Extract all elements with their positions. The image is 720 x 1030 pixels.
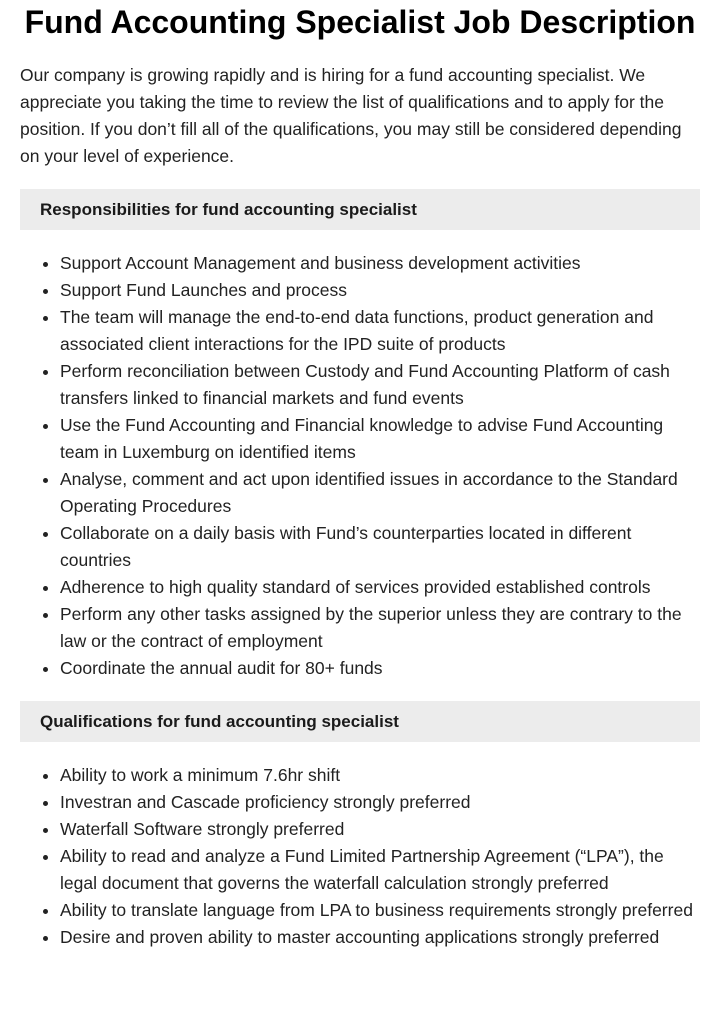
list-item: • Analyse, comment and act upon identified issues in accordance to the Standard Operating Procedures	[60, 466, 700, 520]
list-item: • Ability to translate language from LPA to business requirements strongly preferred	[60, 897, 700, 924]
list-item: • Support Account Management and business development activities	[60, 250, 700, 277]
list-item: • Ability to work a minimum 7.6hr shift	[60, 762, 700, 789]
list-item: • Adherence to high quality standard of services provided established controls	[60, 574, 700, 601]
list-item: • The team will manage the end-to-end data functions, product generation and associated client interactions for the IPD suite of products	[60, 304, 700, 358]
intro-paragraph: Our company is growing rapidly and is hiring for a fund accounting specialist. We appreciate you taking the time to review the list of qualifications and to apply for the position. If you don’t fill all of the qualifications, you may still be considered depending on your level of experience.	[20, 65, 682, 166]
list-item: • Perform reconciliation between Custody and Fund Accounting Platform of cash transfers linked to financial markets and fund events	[60, 358, 700, 412]
list-item: • Collaborate on a daily basis with Fund’s counterparties located in different countries	[60, 520, 700, 574]
list-item: • Support Fund Launches and process	[60, 277, 700, 304]
list-item: • Use the Fund Accounting and Financial knowledge to advise Fund Accounting team in Luxemburg on identified items	[60, 412, 700, 466]
list-item: • Waterfall Software strongly preferred	[60, 816, 700, 843]
qualifications-list	[20, 762, 700, 951]
responsibilities-heading: Responsibilities for fund accounting specialist	[20, 189, 700, 230]
qualifications-heading: Qualifications for fund accounting specialist	[20, 701, 700, 742]
list-item: • Coordinate the annual audit for 80+ funds	[60, 655, 700, 682]
list-item: • Ability to read and analyze a Fund Limited Partnership Agreement (“LPA”), the legal document that governs the waterfall calculation strongly preferred	[60, 843, 700, 897]
list-item: • Investran and Cascade proficiency strongly preferred	[60, 789, 700, 816]
list-item: • Desire and proven ability to master accounting applications strongly preferred	[60, 924, 700, 951]
list-item: • Perform any other tasks assigned by the superior unless they are contrary to the law or the contract of employment	[60, 601, 700, 655]
page-title: Fund Accounting Specialist Job Description	[24, 4, 696, 40]
responsibilities-list	[20, 250, 700, 682]
